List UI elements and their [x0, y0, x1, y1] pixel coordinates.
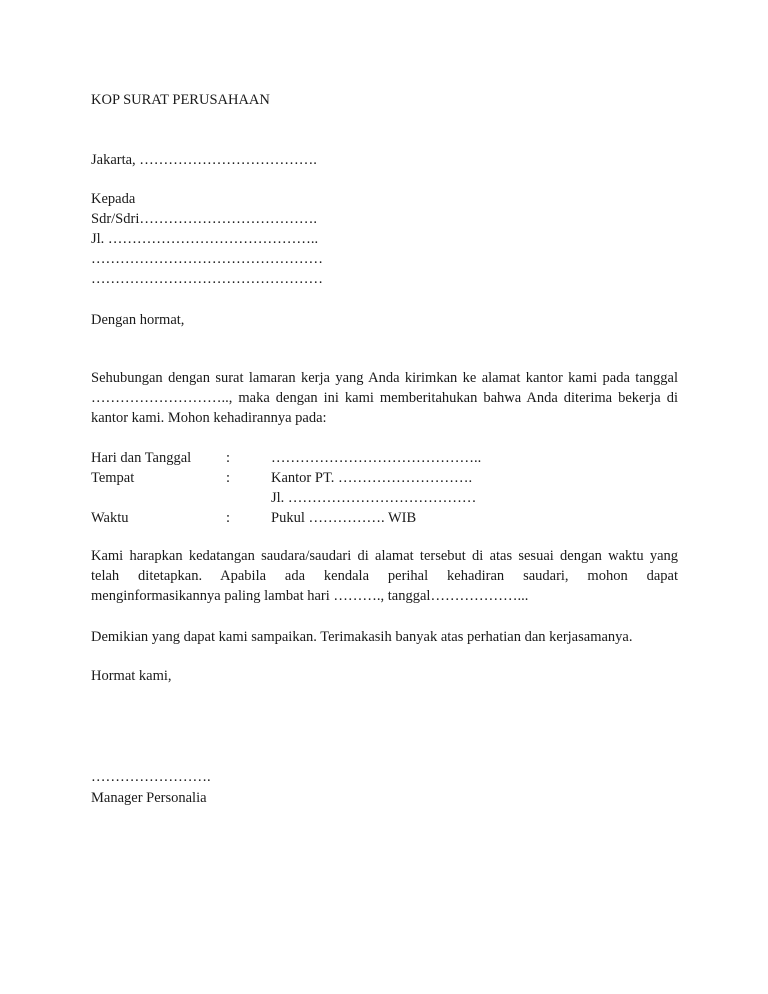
paragraph-request [91, 546, 678, 606]
paragraph-invitation [91, 368, 678, 428]
paragraph-line: menginformasikannya paling lambat hari ………., tanggal………………... [91, 588, 529, 604]
recipient-address-3: ………………………………………… [91, 271, 323, 287]
detail-row-place [91, 468, 691, 488]
detail-row-day [91, 448, 691, 468]
signature-line: ……………………. [91, 769, 211, 785]
detail-colon: : [226, 450, 231, 466]
paragraph-line: Kami harapkan kedatangan saudara/saudari di alamat tersebut di atas sesuai dengan waktu yang [91, 548, 678, 564]
detail-label: Waktu [91, 510, 129, 526]
detail-value: Jl. ………………………………… [271, 490, 477, 506]
signatory-title: Manager Personalia [91, 790, 207, 806]
paragraph-line: ……………………….., maka dengan ini kami memberitahukan bahwa Anda diterima bekerja di [91, 390, 678, 406]
detail-row-street [91, 488, 691, 508]
greeting: Dengan hormat, [91, 312, 185, 328]
detail-label: Hari dan Tanggal [91, 450, 192, 466]
detail-value: Kantor PT. ………………………. [271, 470, 473, 486]
paragraph-line: Sehubungan dengan surat lamaran kerja yang Anda kirimkan ke alamat kantor kami pada tanggal [91, 370, 678, 386]
letterhead-title: KOP SURAT PERUSAHAAN [91, 92, 270, 108]
date-line: Jakarta, ………………………………. [91, 152, 317, 168]
paragraph-line: kantor kami. Mohon kehadirannya pada: [91, 410, 327, 426]
detail-value: Pukul ……………. WIB [271, 510, 417, 526]
sign-off: Hormat kami, [91, 668, 172, 684]
recipient-address-2: ………………………………………… [91, 251, 323, 267]
recipient-address-1: Jl. …………………………………….. [91, 231, 319, 247]
recipient-name: Sdr/Sdri………………………………. [91, 211, 317, 227]
recipient-to: Kepada [91, 191, 136, 207]
detail-label: Tempat [91, 470, 135, 486]
detail-row-time [91, 508, 691, 528]
paragraph-line: telah ditetapkan. Apabila ada kendala perihal kehadiran saudari, mohon dapat [91, 568, 678, 584]
detail-colon: : [226, 470, 231, 486]
detail-colon: : [226, 510, 231, 526]
closing-paragraph: Demikian yang dapat kami sampaikan. Terimakasih banyak atas perhatian dan kerjasamanya. [91, 629, 633, 645]
detail-value: …………………………………….. [271, 450, 482, 466]
